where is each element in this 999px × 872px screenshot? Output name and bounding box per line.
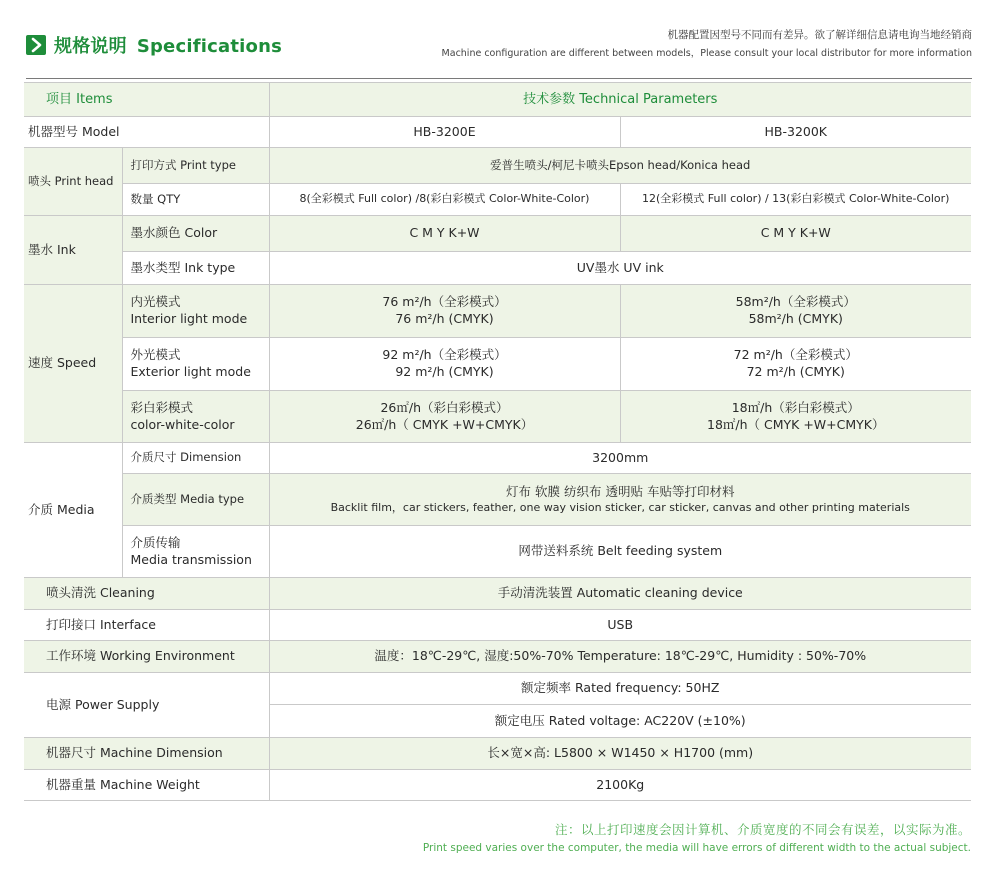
exterior-b-line1: 72 m²/h（全彩模式） [733,347,858,363]
footer-note-zh: 注：以上打印速度会因计算机、介质宽度的不同会有误差，以实际为准。 [554,822,971,837]
qty-label: 数量 QTY [122,184,269,216]
media-type-en: Backlit film，car stickers, feather, one way vision sticker, car sticker, canvas and other printing materials [330,500,910,514]
table-row [24,738,971,770]
table-row [24,117,971,148]
table-row [24,148,971,184]
table-row [24,770,971,801]
cwc-b-line1: 18㎡/h（彩白彩模式） [731,399,860,415]
cwc-a-line1: 26㎡/h（彩白彩模式） [380,399,509,415]
ink-group-label: 墨水 Ink [24,216,122,285]
power-frequency: 额定频率 Rated frequency: 50HZ [269,673,971,705]
page-title-en: Specifications [136,36,282,57]
cwc-a [269,391,620,443]
header-note-zh: 机器配置因型号不同而有差异。欲了解详细信息请电询当地经销商 [667,29,972,41]
model-label: 机器型号 Model [24,117,269,148]
model-a: HB-3200E [269,117,620,148]
table-row [24,526,971,578]
interior-b [620,285,971,338]
cleaning-value: 手动清洗装置 Automatic cleaning device [269,578,971,610]
cwc-mode-en: color-white-color [130,416,235,432]
footer-note-en: Print speed varies over the computer, the media will have errors of different width to the actual subject. [422,842,971,854]
media-trans-en: Media transmission [130,551,252,567]
exterior-b [620,338,971,391]
interior-a [269,285,620,338]
exterior-mode-zh: 外光模式 [130,347,181,363]
table-row [24,673,971,705]
interior-mode-en: Interior light mode [130,311,248,326]
table-header-row [24,83,971,117]
header-note-en: Machine configuration are different between models，Please consult your local distributor for more information [441,48,972,59]
media-dim-value: 3200mm [269,443,971,474]
ink-color-b: C M Y K+W [620,216,971,252]
environment-value: 温度：18℃-29℃, 湿度:50%-70% Temperature: 18℃-29℃, Humidity : 50%-70% [269,641,971,673]
machine-dimension-label: 机器尺寸 Machine Dimension [24,738,269,770]
media-trans-label [122,526,269,578]
cwc-b-line2: 18㎡/h（ CMYK +W+CMYK） [707,416,885,432]
machine-weight-label: 机器重量 Machine Weight [24,770,269,801]
environment-label: 工作环境 Working Environment [24,641,269,673]
interior-b-line1: 58m²/h（全彩模式） [735,294,856,310]
cleaning-label: 喷头清洗 Cleaning [24,578,269,610]
header-items: 项目 Items [24,83,269,117]
media-dim-label: 介质尺寸 Dimension [122,443,269,474]
ink-type-label: 墨水类型 Ink type [122,252,269,285]
page-title [54,32,282,58]
cwc-mode-label [122,391,269,443]
table-row [24,184,971,216]
table-row [24,641,971,673]
printhead-group-label: 喷头 Print head [24,148,122,216]
header-note [442,27,972,59]
table-row [24,338,971,391]
media-group-label: 介质 Media [24,443,122,578]
table-row [24,216,971,252]
media-trans-value: 网带送料系统 Belt feeding system [269,526,971,578]
table-row [24,285,971,338]
speed-group-label: 速度 Speed [24,285,122,443]
table-row [24,578,971,610]
interior-a-line1: 76 m²/h（全彩模式） [382,294,507,310]
interface-value: USB [269,610,971,641]
exterior-a [269,338,620,391]
page-title-zh: 规格说明 [54,36,127,57]
media-trans-zh: 介质传输 [130,534,181,550]
footer-note [423,820,971,854]
print-type-label: 打印方式 Print type [122,148,269,184]
table-row [24,252,971,285]
media-type-value [269,474,971,526]
table-row [24,391,971,443]
print-type-value: 爱普生喷头/柯尼卡喷头Epson head/Konica head [269,148,971,184]
machine-dimension-value: 长×宽×高: L5800 × W1450 × H1700 (mm) [269,738,971,770]
cwc-mode-zh: 彩白彩模式 [130,399,194,415]
table-row [24,474,971,526]
exterior-a-line2: 92 m²/h (CMYK) [395,364,494,379]
exterior-b-line2: 72 m²/h (CMYK) [746,364,845,379]
qty-b: 12(全彩模式 Full color) / 13(彩白彩模式 Color-White-Color) [620,184,971,216]
spec-header [26,26,972,76]
ink-color-label: 墨水颜色 Color [122,216,269,252]
cwc-b [620,391,971,443]
media-type-label: 介质类型 Media type [122,474,269,526]
interior-mode-label [122,285,269,338]
qty-a: 8(全彩模式 Full color) /8(彩白彩模式 Color-White-Color) [269,184,620,216]
table-row [24,443,971,474]
header-params: 技术参数 Technical Parameters [269,83,971,117]
power-label: 电源 Power Supply [24,673,269,738]
model-b: HB-3200K [620,117,971,148]
media-type-zh: 灯布 软膜 纺织布 透明贴 车贴等打印材料 [506,483,735,499]
interface-label: 打印接口 Interface [24,610,269,641]
ink-type-value: UV墨水 UV ink [269,252,971,285]
exterior-a-line1: 92 m²/h（全彩模式） [382,347,507,363]
ink-color-a: C M Y K+W [269,216,620,252]
interior-a-line2: 76 m²/h (CMYK) [395,311,494,326]
interior-b-line2: 58m²/h (CMYK) [748,311,843,326]
machine-weight-value: 2100Kg [269,770,971,801]
interior-mode-zh: 内光模式 [130,294,181,310]
exterior-mode-en: Exterior light mode [130,364,251,379]
cwc-a-line2: 26㎡/h（ CMYK +W+CMYK） [355,416,534,432]
table-row [24,610,971,641]
power-voltage: 额定电压 Rated voltage: AC220V (±10%) [269,705,971,738]
spec-table [24,82,971,801]
arrow-right-icon [26,35,46,55]
exterior-mode-label [122,338,269,391]
header-divider [26,78,972,79]
